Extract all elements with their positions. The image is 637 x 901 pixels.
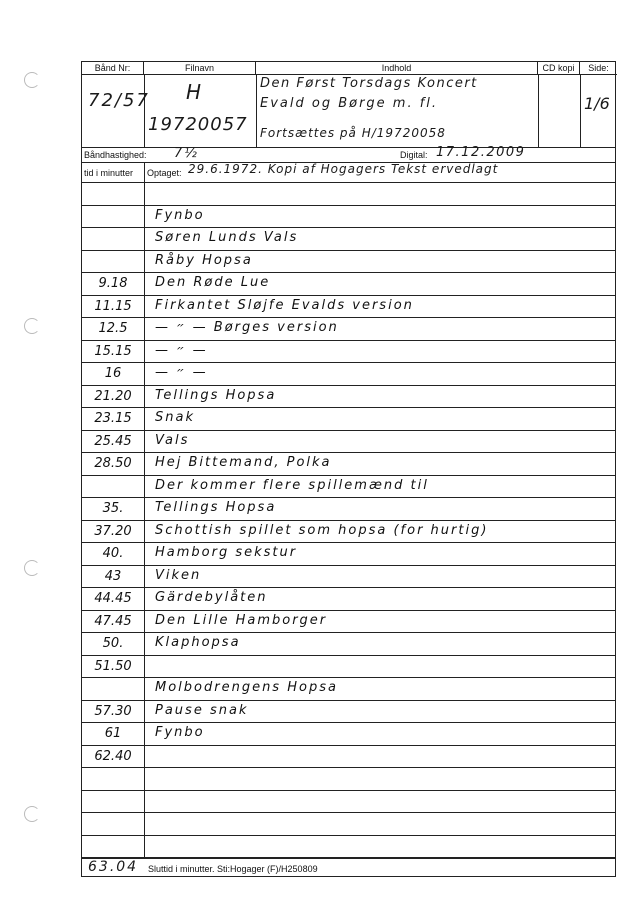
row-entry: Snak: [155, 410, 195, 425]
table-row: [82, 250, 615, 273]
row-time: 50.: [102, 636, 124, 651]
indhold-line-1: Den Først Torsdags Koncert: [260, 76, 478, 91]
tape-log-sheet: [81, 61, 616, 877]
row-time: 37.20: [94, 523, 132, 539]
row-entry: Fynbo: [155, 725, 205, 740]
row-entry: Søren Lunds Vals: [155, 230, 299, 245]
row-entry: Hej Bittemand, Polka: [155, 455, 332, 470]
table-row: [82, 542, 615, 565]
table-row: [82, 475, 615, 498]
row-entry: Viken: [155, 567, 202, 583]
table-row: [82, 272, 615, 295]
row-entry: Tellings Hopsa: [155, 500, 277, 515]
row-entry: — ״ —: [155, 365, 208, 380]
row-time: 43: [104, 568, 122, 584]
row-time: 57.30: [94, 703, 132, 719]
optaget-value: 29.6.1972. Kopi af Hogagers Tekst ervedlagt: [188, 162, 499, 176]
table-row: [82, 295, 615, 318]
row-entry: Gärdebylåten: [155, 590, 268, 605]
table-row: [82, 205, 615, 228]
footer-text: Sluttid i minutter. Sti:Hogager (F)/H250809: [148, 864, 318, 874]
row-time: 25.45: [94, 433, 132, 449]
table-row: [82, 362, 615, 385]
table-row: [82, 340, 615, 363]
row-entry: Pause snak: [155, 702, 249, 718]
row-entry: Der kommer flere spillemænd til: [155, 477, 429, 493]
row-time: 12.5: [98, 321, 128, 336]
table-row: [82, 700, 615, 723]
row-time: 35.: [102, 501, 124, 516]
row-time: 21.20: [94, 388, 132, 404]
row-time: 51.50: [94, 658, 132, 674]
row-entry: Firkantet Sløjfe Evalds version: [155, 297, 414, 313]
indhold-line-3: Fortsættes på H/19720058: [260, 126, 446, 140]
table-row: [82, 182, 615, 205]
side-value: 1/6: [584, 94, 610, 113]
table-row: [82, 317, 615, 340]
row-entry: Hamborg sekstur: [155, 545, 298, 560]
table-row: [82, 497, 615, 520]
filnavn-letter: H: [186, 80, 204, 104]
tid-label: tid i minutter: [84, 168, 134, 178]
table-row: [82, 407, 615, 430]
row-time: 61: [104, 726, 122, 741]
indhold-header: Indhold: [256, 62, 538, 75]
band-number: 72/57: [88, 90, 150, 111]
row-time: 16: [104, 366, 122, 381]
row-entry: — ״ — Børges version: [155, 320, 339, 335]
table-row: [82, 565, 615, 588]
binder-hole: [24, 72, 40, 88]
table-row: [82, 587, 615, 610]
bandhastighed-value: 7½: [174, 146, 199, 161]
band-nr-header: Bånd Nr:: [82, 62, 144, 75]
table-row: [82, 722, 615, 745]
table-row: [82, 632, 615, 655]
optaget-label: Optaget:: [147, 168, 182, 178]
digital-value: 17.12.2009: [436, 145, 526, 160]
filnavn-header: Filnavn: [144, 62, 256, 75]
table-row: [82, 610, 615, 633]
row-time: 40.: [102, 546, 124, 561]
table-row: [82, 790, 615, 813]
digital-label: Digital:: [400, 150, 428, 160]
table-row: [82, 430, 615, 453]
bandhastighed-label: Båndhastighed:: [84, 150, 147, 160]
cd-kopi-header: CD kopi: [538, 62, 580, 75]
table-row: [82, 812, 615, 835]
table-row: [82, 767, 615, 790]
row-entry: Råby Hopsa: [155, 252, 253, 268]
row-entry: Klaphopsa: [155, 635, 241, 650]
side-header: Side:: [580, 62, 617, 75]
table-row: [82, 385, 615, 408]
row-time: 23.15: [94, 411, 132, 426]
row-entry: Den Røde Lue: [155, 275, 271, 290]
row-time: 62.40: [94, 748, 132, 764]
table-row: [82, 835, 615, 858]
table-row: [82, 227, 615, 250]
table-row: [82, 520, 615, 543]
row-entry: — ״ —: [155, 342, 208, 358]
row-entry: Fynbo: [155, 207, 205, 223]
row-entry: Schottish spillet som hopsa (for hurtig): [155, 522, 489, 538]
row-time: 15.15: [94, 343, 132, 359]
binder-hole: [24, 318, 40, 334]
table-row: [82, 452, 615, 475]
filnavn-number: 19720057: [148, 114, 248, 135]
indhold-line-2: Evald og Børge m. fl.: [260, 96, 439, 111]
binder-hole: [24, 560, 40, 576]
row-time: 28.50: [94, 456, 132, 471]
row-time: 47.45: [94, 613, 132, 629]
row-time: 9.18: [98, 276, 128, 291]
row-entry: Vals: [155, 432, 190, 448]
row-time: 11.15: [94, 298, 132, 314]
row-entry: Tellings Hopsa: [155, 387, 277, 403]
table-row: [82, 677, 615, 700]
row-entry: Den Lille Hamborger: [155, 612, 328, 628]
binder-hole: [24, 806, 40, 822]
table-row: [82, 655, 615, 678]
row-entry: Molbodrengens Hopsa: [155, 680, 338, 695]
footer-time: 63.04: [88, 859, 139, 875]
table-row: [82, 745, 615, 768]
row-time: 44.45: [94, 591, 132, 606]
